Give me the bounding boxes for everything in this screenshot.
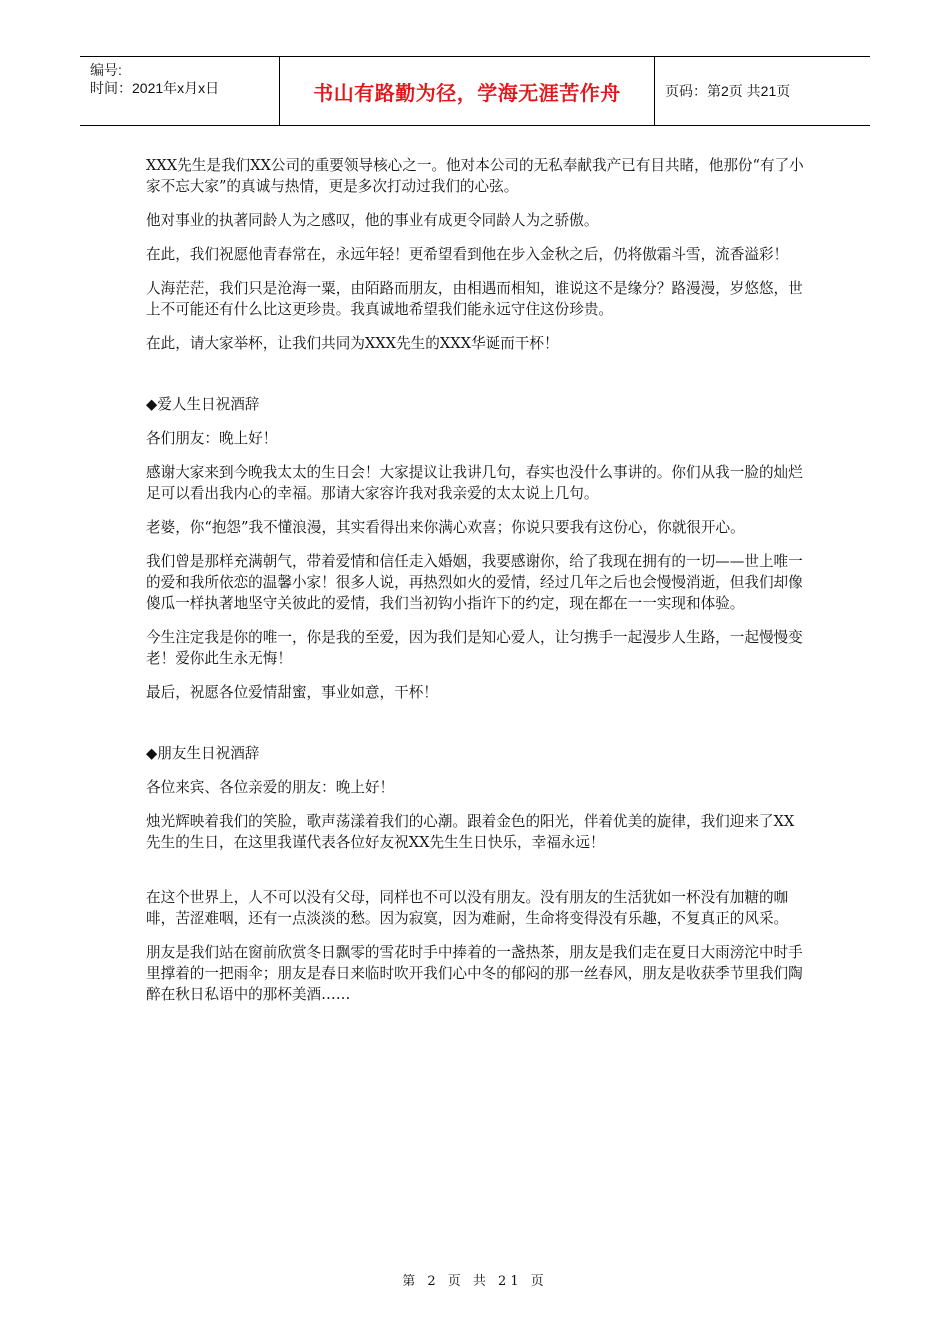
- document-time-label: 时间：2021年x月x日: [90, 80, 220, 96]
- body-paragraph: 在此，请大家举杯，让我们共同为XXX先生的XXX华诞而干杯！: [146, 335, 559, 352]
- section-heading: ◆朋友生日祝酒辞: [146, 745, 260, 762]
- header-motto: 书山有路勤为径，学海无涯苦作舟: [280, 57, 655, 125]
- document-body: [146, 155, 806, 1018]
- header-page-number: 页码：第2页 共21页: [665, 83, 791, 99]
- body-paragraph: 在这个世界上，人不可以没有父母，同样也不可以没有朋友。没有朋友的生活犹如一杯没有加糖的咖啡，苦涩难咽，还有一点淡淡的愁。因为寂寞，因为难耐，生命将变得没有乐趣，不复真正的风采。: [146, 889, 789, 927]
- page-header: [80, 56, 870, 126]
- body-paragraph: 各们朋友：晚上好！: [146, 430, 278, 447]
- body-paragraph: 人海茫茫，我们只是沧海一粟，由陌路而朋友，由相遇而相知，谁说这不是缘分？路漫漫，岁悠悠，世上不可能还有什么比这更珍贵。我真诚地希望我们能永远守住这份珍贵。: [146, 280, 803, 318]
- body-paragraph: 老婆，你“抱怨”我不懂浪漫，其实看得出来你满心欢喜；你说只要我有这份心，你就很开心。: [146, 519, 745, 536]
- body-paragraph: 感谢大家来到今晚我太太的生日会！大家提议让我讲几句，春实也没什么事讲的。你们从我一脸的灿烂足可以看出我内心的幸福。那请大家容许我对我亲爱的太太说上几句。: [146, 464, 803, 502]
- body-paragraph: 我们曾是那样充满朝气，带着爱情和信任走入婚姻，我要感谢你，给了我现在拥有的一切——世上唯一的爱和我所依恋的温馨小家！很多人说，再热烈如火的爱情，经过几年之后也会慢慢消逝，但我们却像傻瓜一样执著地坚守关彼此的爱情，我们当初钩小指许下的约定，现在都在一一实现和体验。: [146, 553, 803, 612]
- body-paragraph: 最后，祝愿各位爱情甜蜜，事业如意，干杯！: [146, 684, 438, 701]
- body-paragraph: XXX先生是我们XX公司的重要领导核心之一。他对本公司的无私奉献我产已有目共睹，他那份“有了小家不忘大家”的真诚与热情，更是多次打动过我们的心弦。: [146, 157, 804, 195]
- body-paragraph: 他对事业的执著同龄人为之感叹，他的事业有成更令同龄人为之骄傲。: [146, 212, 599, 229]
- body-paragraph: 在此，我们祝愿他青春常在，永远年轻！更希望看到他在步入金秋之后，仍将傲霜斗雪，流香溢彩！: [146, 246, 789, 263]
- body-paragraph: 今生注定我是你的唯一，你是我的至爱，因为我们是知心爱人，让匀携手一起漫步人生路，一起慢慢变老！爱你此生永无悔！: [146, 629, 803, 667]
- section-heading: ◆爱人生日祝酒辞: [146, 396, 260, 413]
- page-footer: 第 2 页 共 21 页: [402, 1274, 548, 1289]
- body-paragraph: 烛光辉映着我们的笑脸，歌声荡漾着我们的心潮。跟着金色的阳光，伴着优美的旋律，我们迎来了XX先生的生日，在这里我谨代表各位好友祝XX先生生日快乐，幸福永远！: [146, 813, 795, 851]
- header-meta: [80, 57, 280, 125]
- body-paragraph: 各位来宾、各位亲爱的朋友：晚上好！: [146, 779, 395, 796]
- body-paragraph: 朋友是我们站在窗前欣赏冬日飘零的雪花时手中捧着的一盏热茶，朋友是我们走在夏日大雨滂沱中时手里撑着的一把雨伞；朋友是春日来临时吹开我们心中冬的郁闷的那一丝春风，朋友是收获季节里我们陶醉在秋日私语中的那杯美酒……: [146, 944, 803, 1003]
- document-number-label: 编号:: [90, 62, 122, 78]
